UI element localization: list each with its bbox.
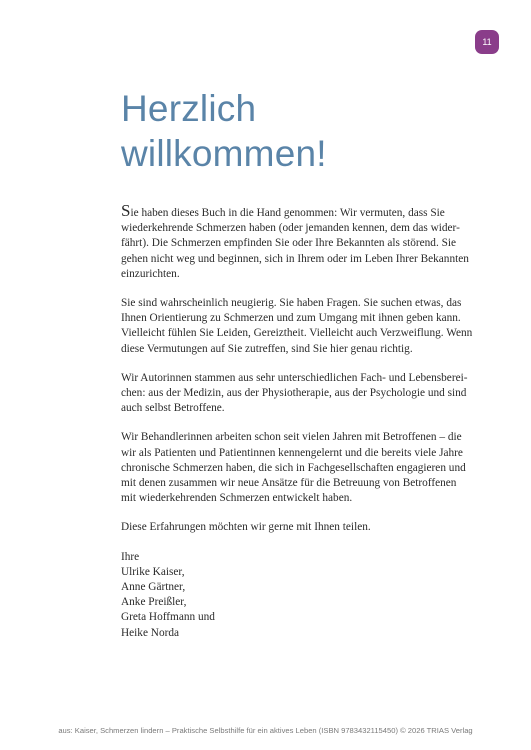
paragraph-2-line-4: diese Vermutungen auf Sie zutreffen, sind Sie hier genau richtig.	[121, 342, 413, 355]
signature-author-5: Heike Norda	[121, 626, 180, 639]
paragraph-4-line-2: wir als Patienten und Patientinnen kennengelernt und die bereits viele Jahre	[121, 446, 463, 459]
source-footer: aus: Kaiser, Schmerzen lindern – Praktische Selbsthilfe für ein aktives Leben (ISBN 9783432115450) © 2026 TRIAS Verlag	[58, 726, 473, 735]
paragraph-3-line-3: auch selbst Betroffene.	[121, 402, 225, 415]
signature-greeting: Ihre	[121, 550, 140, 563]
page-number-badge	[475, 30, 499, 54]
signature-author-3: Anke Preißler,	[121, 596, 187, 609]
paragraph-3-line-1: Wir Autorinnen stammen aus sehr unterschiedlichen Fach- und Lebensberei-	[121, 371, 468, 384]
page-number: 11	[482, 37, 492, 47]
paragraph-2-line-1: Sie sind wahrscheinlich neugierig. Sie haben Fragen. Sie suchen etwas, das	[121, 297, 462, 310]
paragraph-2-line-2: Ihnen Orientierung zu Schmerzen und zum Umgang mit ihnen geben kann.	[121, 312, 461, 325]
page-title	[121, 86, 327, 176]
paragraph-4	[121, 430, 466, 506]
paragraph-1-line-2: wiederkehrende Schmerzen haben (oder jemanden kennen, dem das wider-	[121, 222, 460, 235]
paragraph-1-line-1: Sie haben dieses Buch in die Hand genommen: Wir vermuten, dass Sie	[121, 201, 445, 220]
paragraph-4-line-1: Wir Behandlerinnen arbeiten schon seit vielen Jahren mit Betroffenen – die	[121, 431, 462, 444]
paragraph-5-line-1: Diese Erfahrungen möchten wir gerne mit Ihnen teilen.	[121, 521, 371, 534]
paragraph-2-line-3: Vielleicht fühlen Sie Leiden, Gereiztheit. Vielleicht auch Verzweiflung. Wenn	[121, 327, 473, 340]
signature-block	[121, 550, 466, 641]
paragraph-1-line-4: gehen nicht weg und beginnen, sich in Ihrem oder im Leben Ihrer Bekannten	[121, 252, 469, 265]
signature-author-2: Anne Gärtner,	[121, 581, 186, 594]
letter-body	[121, 201, 473, 641]
paragraph-5	[121, 520, 466, 535]
paragraph-1	[121, 201, 469, 282]
paragraph-2	[121, 296, 473, 357]
paragraph-4-line-3: chronische Schmerzen haben, die sich in Fachgesellschaften engagieren und	[121, 461, 466, 474]
paragraph-3-line-2: chen: aus der Medizin, aus der Physiotherapie, aus der Psychologie und sind	[121, 387, 467, 400]
title-line-2: willkommen!	[121, 133, 327, 174]
paragraph-4-line-4: mit denen zusammen wir neue Ansätze für die Betreuung von Betroffenen	[121, 477, 457, 490]
paragraph-1-line-3: fährt). Die Schmerzen empfinden Sie oder Ihre Bekannten als störend. Sie	[121, 237, 457, 250]
signature-author-4: Greta Hoffmann und	[121, 611, 215, 624]
signature-author-1: Ulrike Kaiser,	[121, 565, 185, 578]
title-line-1: Herzlich	[121, 88, 257, 129]
paragraph-1-line-5: einzurichten.	[121, 267, 180, 280]
drop-cap: S	[121, 201, 131, 220]
paragraph-3	[121, 371, 466, 417]
paragraph-4-line-5: mit wiederkehrenden Schmerzen entwickelt haben.	[121, 492, 353, 505]
